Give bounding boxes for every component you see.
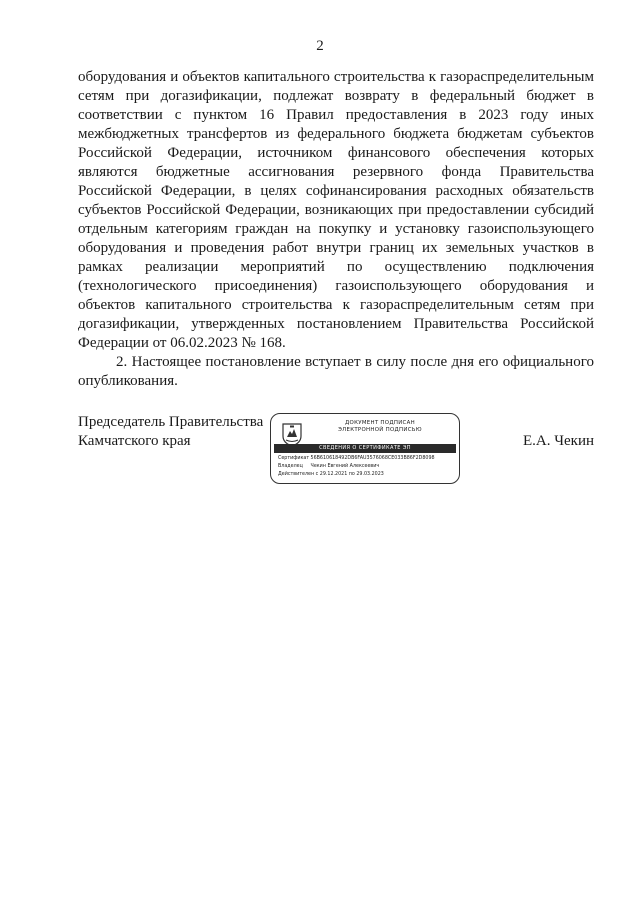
- stamp-valid-label: Действителен: [278, 472, 315, 477]
- stamp-certificate-row: [278, 455, 456, 462]
- stamp-certificate-header: СВЕДЕНИЯ О СЕРТИФИКАТЕ ЭП: [274, 444, 456, 453]
- stamp-title: [305, 420, 455, 434]
- paragraph-2: 2. Настоящее постановление вступает в силу после дня его официального опубликования.: [78, 354, 594, 389]
- signer-position: [78, 413, 263, 451]
- stamp-valid-value: с 29.12.2021 по 29.03.2023: [315, 472, 384, 477]
- stamp-owner-row: [278, 463, 456, 470]
- stamp-title-line1: ДОКУМЕНТ ПОДПИСАН: [345, 420, 415, 426]
- stamp-owner-value: Чекин Евгений Алексеевич: [310, 464, 380, 469]
- page-number: 2: [316, 38, 324, 54]
- stamp-title-line2: ЭЛЕКТРОННОЙ ПОДПИСЬЮ: [338, 427, 422, 433]
- stamp-valid-row: [278, 471, 456, 478]
- stamp-cert-label: Сертификат: [278, 456, 310, 461]
- signer-position-line2: Камчатского края: [78, 433, 191, 449]
- signer-position-line1: Председатель Правительства: [78, 414, 264, 430]
- stamp-owner-label: Владелец: [278, 464, 303, 469]
- electronic-signature-stamp: [270, 413, 460, 484]
- paragraph-continuation: оборудования и объектов капитального строительства к газораспределительным сетям при догазификации, подлежат возврату в федеральный бюджет в соответствии с пунктом 16 Правил предоставления в 2023 году иных межбюджетных трансфертов из федерального бюджета бюджетам субъектов Российской Федерации, источником финансового обеспечения которых являются бюджетные ассигнования резервного фонда Правительства Российской Федерации, в целях софинансирования расходных обязательств субъектов Российской Федерации, возникающих при предоставлении субсидий отдельным категориям граждан на покупку и установку газоиспользующего оборудования и проведения работ внутри границ их земельных участков в рамках реализации мероприятий по осуществлению подключения (технологического присоединения) газоиспользующего оборудования и объектов капитального строительства к газораспределительным сетям при догазификации, утвержденных постановлением Правительства Российской Федерации от 06.02.2023 № 168.: [78, 69, 594, 351]
- stamp-cert-value: 56B610618492DB6FAU3576068CE033B86F2D8098: [310, 456, 435, 461]
- document-body: [78, 68, 594, 391]
- signer-name: Е.А. Чекин: [523, 433, 594, 449]
